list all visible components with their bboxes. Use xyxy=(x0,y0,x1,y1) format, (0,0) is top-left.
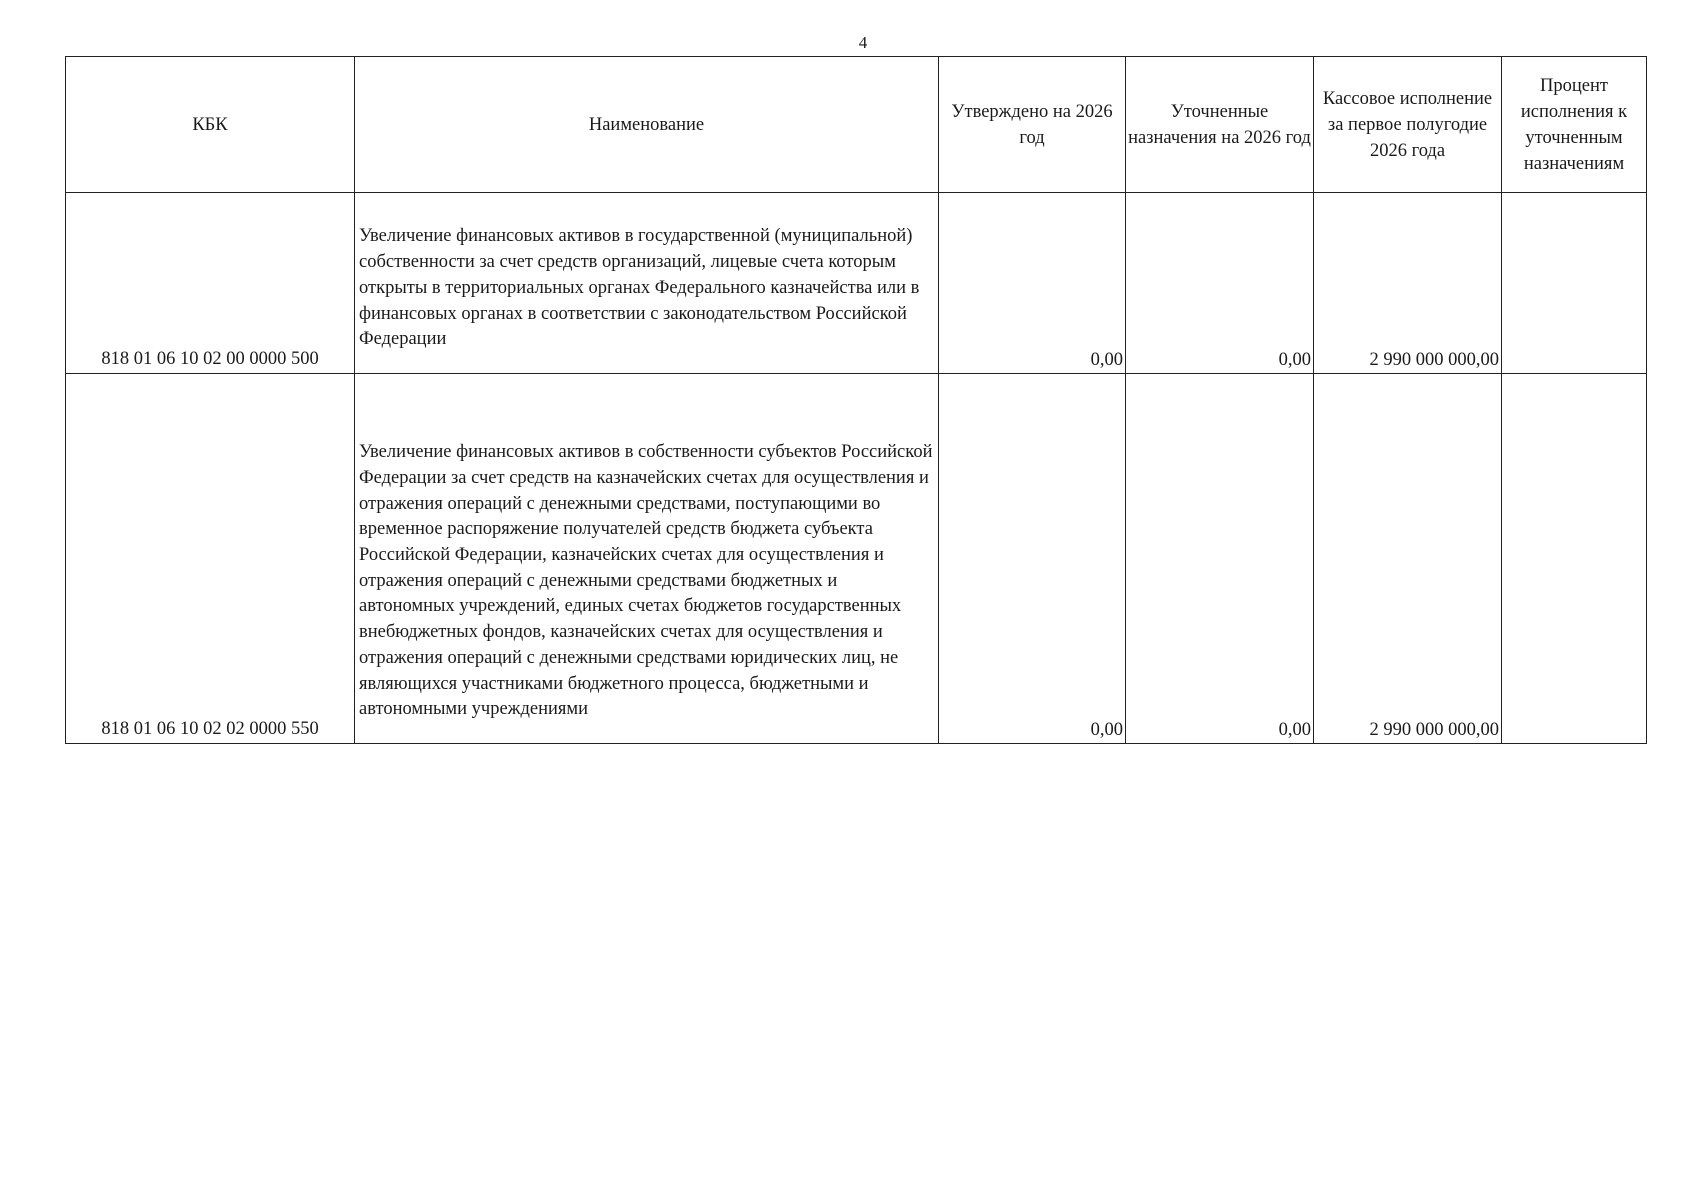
header-kbk: КБК xyxy=(66,57,355,193)
cell-percent xyxy=(1502,374,1647,744)
cell-clarified: 0,00 xyxy=(1126,374,1314,744)
cell-approved: 0,00 xyxy=(939,193,1126,374)
cell-kbk: 818 01 06 10 02 02 0000 550 xyxy=(66,374,355,744)
header-clarified: Уточненные назначения на 2026 год xyxy=(1126,57,1314,193)
cell-cash-execution: 2 990 000 000,00 xyxy=(1314,193,1502,374)
cell-name: Увеличение финансовых активов в собственности субъектов Российской Федерации за счет средств на казначейских счетах для осуществления и отражения операций с денежными средствами, поступающими во временное распоряжение получателей средств бюджета субъекта Российской Федерации, казначейских счетах для осуществления и отражения операций с денежными средствами бюджетных и автономных учреждений, единых счетах бюджетов государственных внебюджетных фондов, казначейских счетах для осуществления и отражения операций с денежными средствами юридических лиц, не являющихся участниками бюджетного процесса, бюджетными и автономными учреждениями xyxy=(355,374,939,744)
page-number: 4 xyxy=(858,33,868,52)
header-name: Наименование xyxy=(355,57,939,193)
cell-approved: 0,00 xyxy=(939,374,1126,744)
cell-clarified: 0,00 xyxy=(1126,193,1314,374)
budget-execution-table xyxy=(65,56,1647,744)
cell-percent xyxy=(1502,193,1647,374)
table-row xyxy=(66,193,1647,374)
header-percent: Процент исполнения к уточненным назначениям xyxy=(1502,57,1647,193)
cell-cash-execution: 2 990 000 000,00 xyxy=(1314,374,1502,744)
header-approved: Утверждено на 2026 год xyxy=(939,57,1126,193)
table-row xyxy=(66,374,1647,744)
cell-name: Увеличение финансовых активов в государственной (муниципальной) собственности за счет средств организаций, лицевые счета которым открыты в территориальных органах Федерального казначейства или в финансовых органах в соответствии с законодательством Российской Федерации xyxy=(355,193,939,374)
table-header-row xyxy=(66,57,1647,193)
cell-kbk: 818 01 06 10 02 00 0000 500 xyxy=(66,193,355,374)
header-cash-execution: Кассовое исполнение за первое полугодие 2026 года xyxy=(1314,57,1502,193)
